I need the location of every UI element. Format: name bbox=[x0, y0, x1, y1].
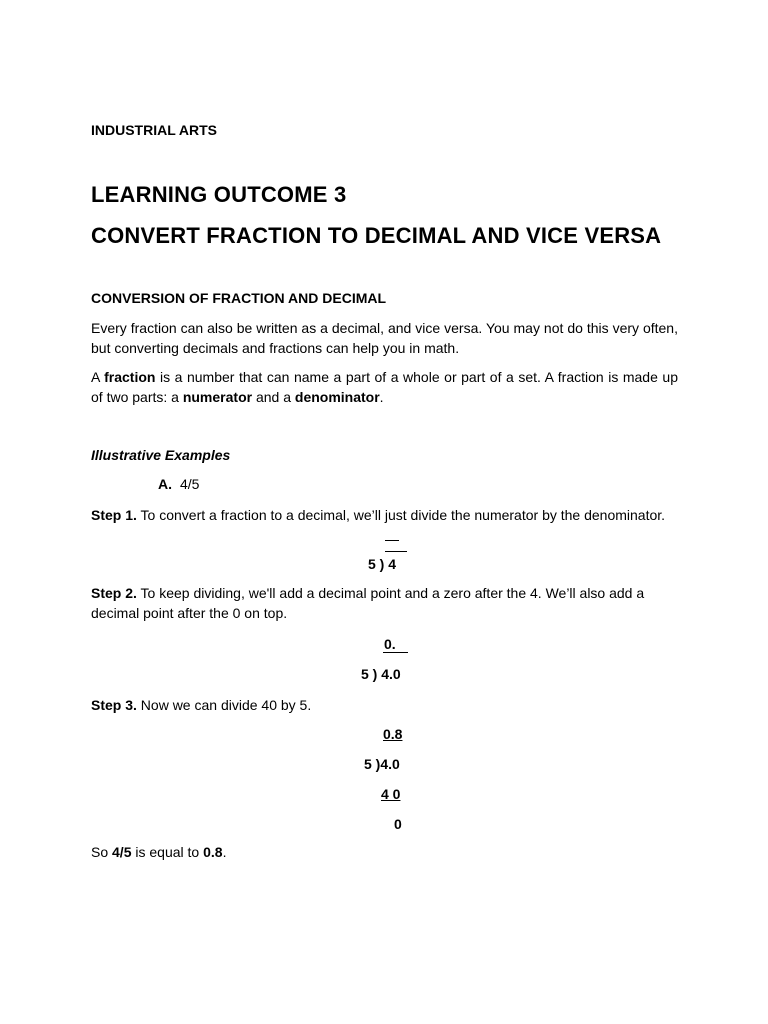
example-label: A. bbox=[158, 476, 172, 492]
learning-outcome-heading: LEARNING OUTCOME 3 bbox=[91, 182, 347, 207]
subject-label: INDUSTRIAL ARTS bbox=[91, 122, 217, 138]
step-1 bbox=[91, 505, 678, 525]
term-denominator: denominator bbox=[294, 389, 380, 405]
conclusion-decimal: 0.8 bbox=[203, 844, 223, 860]
topic-heading: CONVERT FRACTION TO DECIMAL AND VICE VERSA bbox=[91, 223, 662, 248]
step-text: To keep dividing, we'll add a decimal point and a zero after the 4. We’ll also add a decimal point after the 0 on top. bbox=[91, 585, 645, 621]
division-expression: 5 ) 4 bbox=[368, 556, 397, 572]
definition-text: and a bbox=[252, 389, 295, 405]
example-a bbox=[158, 476, 199, 492]
definition-text: is a number that can name a part of a whole or part of a set. A fraction is made up of two parts: a bbox=[91, 369, 678, 405]
example-fraction: 4/5 bbox=[180, 476, 200, 492]
conclusion-text: . bbox=[222, 844, 227, 860]
term-numerator: numerator bbox=[182, 389, 253, 405]
remainder: 0 bbox=[394, 816, 402, 832]
definition-text: . bbox=[379, 389, 384, 405]
quotient: 0. bbox=[384, 636, 396, 652]
division-expression: 5 ) 4.0 bbox=[361, 666, 401, 682]
step-2 bbox=[91, 583, 678, 623]
conclusion-fraction: 4/5 bbox=[112, 844, 132, 860]
intro-paragraph: Every fraction can also be written as a decimal, and vice versa. You may not do this very often, but converting decimals and fractions can help you in math. bbox=[91, 320, 678, 356]
step-3 bbox=[91, 695, 678, 715]
division-bar bbox=[385, 551, 407, 552]
step-label: Step 3. bbox=[91, 697, 137, 713]
conclusion bbox=[91, 844, 226, 860]
product: 4 0 bbox=[381, 786, 401, 802]
division-bar bbox=[385, 540, 399, 541]
quotient: 0.8 bbox=[383, 726, 403, 742]
quotient-bar bbox=[383, 652, 408, 653]
term-fraction: fraction bbox=[104, 369, 156, 385]
definition-paragraph bbox=[91, 367, 678, 407]
conclusion-text: is equal to bbox=[131, 844, 204, 860]
step-label: Step 2. bbox=[91, 585, 137, 601]
section-title: CONVERSION OF FRACTION AND DECIMAL bbox=[91, 290, 387, 306]
step-label: Step 1. bbox=[91, 507, 137, 523]
definition-text: A bbox=[91, 369, 105, 385]
step-text: To convert a fraction to a decimal, we’ll just divide the numerator by the denominator. bbox=[136, 507, 666, 523]
step-text: Now we can divide 40 by 5. bbox=[136, 697, 312, 713]
division-expression: 5 )4.0 bbox=[364, 756, 400, 772]
examples-heading: Illustrative Examples bbox=[91, 447, 231, 463]
conclusion-text: So bbox=[91, 844, 113, 860]
